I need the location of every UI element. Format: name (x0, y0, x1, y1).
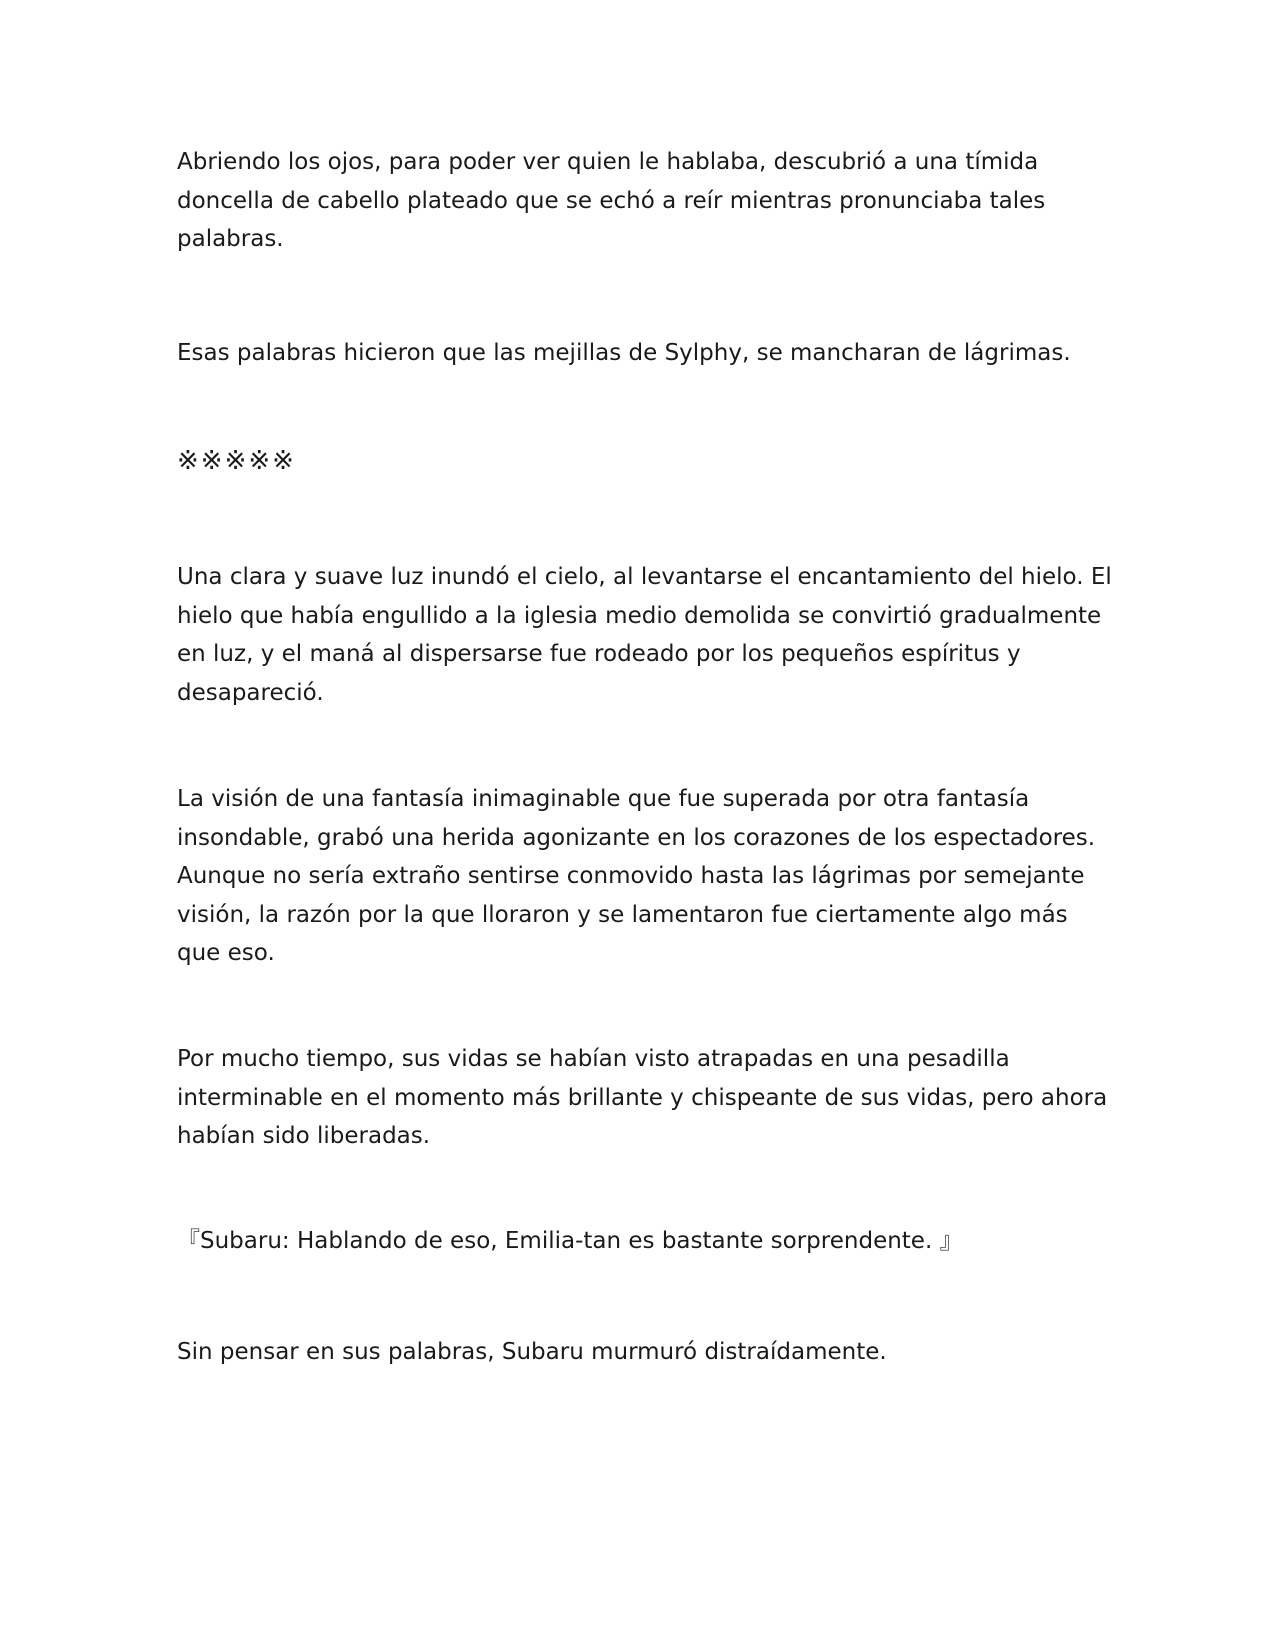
paragraph-nightmare: Por mucho tiempo, sus vidas se habían visto atrapadas en una pesadilla interminable en el momento más brillante y chispeante de sus vidas, pero ahora habían sido liberadas. (177, 1046, 1108, 1149)
paragraph-opening-eyes: Abriendo los ojos, para poder ver quien le hablaba, descubrió a una tímida doncella de cabello plateado que se echó a reír mientras pronunciaba tales palabras. (177, 149, 1046, 252)
paragraph-fantasy-vision: La visión de una fantasía inimaginable que fue superada por otra fantasía insondable, grabó una herida agonizante en los corazones de los espectadores. Aunque no sería extraño sentirse conmovido hasta las lágrimas por semejante visión, la razón por la que lloraron y se lamentaron fue ciertamente algo más que eso. (177, 786, 1096, 966)
paragraph-sylphy-tears: Esas palabras hicieron que las mejillas de Sylphy, se mancharan de lágrimas. (177, 340, 1071, 366)
paragraph-light-sky: Una clara y suave luz inundó el cielo, al levantarse el encantamiento del hielo. El hielo que había engullido a la iglesia medio demolida se convirtió gradualmente en luz, y el maná al dispersarse fue rodeado por los pequeños espíritus y desapareció. (177, 564, 1112, 706)
paragraph-subaru-dialogue: 『Subaru: Hablando de eso, Emilia-tan es bastante sorprendente. 』 (177, 1228, 963, 1254)
scene-separator: ※※※※※ (177, 446, 296, 476)
paragraph-subaru-murmur: Sin pensar en sus palabras, Subaru murmuró distraídamente. (177, 1339, 887, 1365)
